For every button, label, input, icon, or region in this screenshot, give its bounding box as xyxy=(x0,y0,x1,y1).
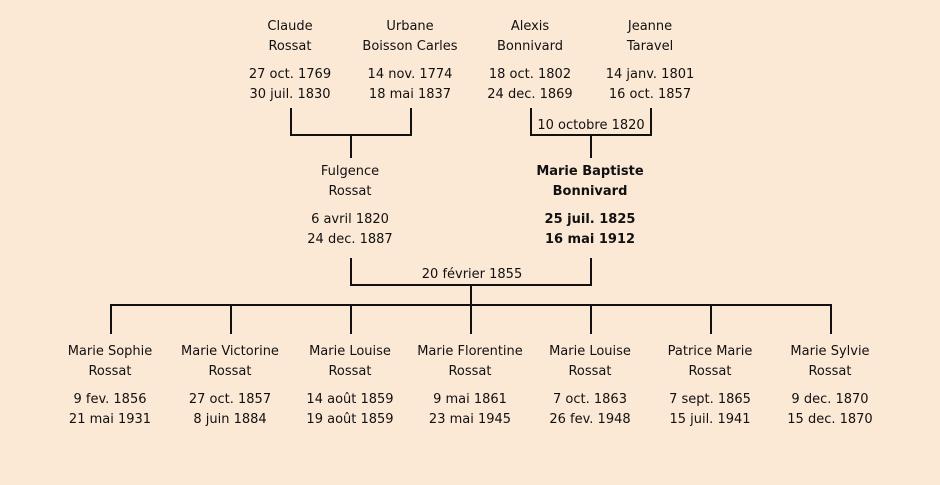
death-date: 23 mai 1945 xyxy=(428,412,512,427)
death-date: 15 juil. 1941 xyxy=(669,412,751,427)
person-card-marie-florentine-rossat[interactable] xyxy=(405,342,535,430)
first-name: Fulgence xyxy=(320,164,380,179)
first-name: Alexis xyxy=(510,19,550,34)
person-card-jeanne-taravel[interactable] xyxy=(585,17,715,105)
first-name: Marie Louise xyxy=(309,344,391,359)
death-date: 15 dec. 1870 xyxy=(787,412,873,427)
connector-line xyxy=(350,304,352,334)
birth-date: 9 mai 1861 xyxy=(433,392,507,407)
last-name: Rossat xyxy=(808,364,852,379)
death-date: 16 oct. 1857 xyxy=(608,87,692,102)
birth-date: 9 dec. 1870 xyxy=(791,392,869,407)
death-date: 21 mai 1931 xyxy=(68,412,152,427)
person-card-marie-sophie-rossat[interactable] xyxy=(45,342,175,430)
person-card-claude-rossat[interactable] xyxy=(225,17,355,105)
first-name: Marie Louise xyxy=(549,344,631,359)
death-date: 16 mai 1912 xyxy=(544,232,636,247)
connector-line xyxy=(590,258,592,286)
last-name: Rossat xyxy=(328,364,372,379)
person-card-marie-victorine-rossat[interactable] xyxy=(165,342,295,430)
person-card-marie-sylvie-rossat[interactable] xyxy=(765,342,895,430)
connector-line xyxy=(470,304,472,334)
last-name: Rossat xyxy=(328,184,372,199)
death-date: 18 mai 1837 xyxy=(368,87,452,102)
birth-date: 27 oct. 1857 xyxy=(188,392,272,407)
birth-date: 25 juil. 1825 xyxy=(544,212,636,227)
first-name: Marie Sylvie xyxy=(790,344,870,359)
last-name: Bonnivard xyxy=(497,39,563,54)
last-name: Rossat xyxy=(268,39,312,54)
birth-date: 14 janv. 1801 xyxy=(605,67,695,82)
last-name: Rossat xyxy=(208,364,252,379)
person-card-marie-louise-rossat-1863[interactable] xyxy=(525,342,655,430)
connector-line xyxy=(470,284,472,306)
birth-date: 18 oct. 1802 xyxy=(488,67,572,82)
connector-line xyxy=(590,134,592,158)
marriage-date-label: 10 octobre 1820 xyxy=(533,118,649,134)
person-card-marie-baptiste-bonnivard[interactable] xyxy=(525,162,655,250)
connector-line xyxy=(290,108,292,136)
last-name: Rossat xyxy=(568,364,612,379)
last-name: Taravel xyxy=(626,39,674,54)
connector-line xyxy=(650,108,652,136)
death-date: 8 juin 1884 xyxy=(193,412,267,427)
death-date: 19 août 1859 xyxy=(306,412,394,427)
first-name: Urbane xyxy=(386,19,434,34)
death-date: 30 juil. 1830 xyxy=(249,87,331,102)
connector-line xyxy=(530,108,532,136)
connector-line xyxy=(830,304,832,334)
person-card-marie-louise-rossat-1859[interactable] xyxy=(285,342,415,430)
last-name: Rossat xyxy=(448,364,492,379)
connector-line xyxy=(410,108,412,136)
connector-line xyxy=(110,304,112,334)
first-name: Claude xyxy=(267,19,313,34)
birth-date: 7 oct. 1863 xyxy=(553,392,627,407)
connector-line xyxy=(230,304,232,334)
connector-line xyxy=(710,304,712,334)
first-name: Marie Victorine xyxy=(181,344,279,359)
birth-date: 14 nov. 1774 xyxy=(367,67,453,82)
first-name: Marie Sophie xyxy=(67,344,153,359)
birth-date: 9 fev. 1856 xyxy=(73,392,147,407)
connector-line xyxy=(350,134,352,158)
death-date: 24 dec. 1887 xyxy=(307,232,393,247)
marriage-date-label: 20 février 1855 xyxy=(410,267,534,283)
birth-date: 27 oct. 1769 xyxy=(248,67,332,82)
last-name: Boisson Carles xyxy=(362,39,458,54)
birth-date: 14 août 1859 xyxy=(306,392,394,407)
person-card-fulgence-rossat[interactable] xyxy=(285,162,415,250)
last-name: Rossat xyxy=(88,364,132,379)
first-name: Marie Baptiste xyxy=(536,164,644,179)
connector-line xyxy=(590,304,592,334)
person-card-patrice-marie-rossat[interactable] xyxy=(645,342,775,430)
death-date: 24 dec. 1869 xyxy=(487,87,573,102)
person-card-urbane-boisson-carles[interactable] xyxy=(345,17,475,105)
first-name: Marie Florentine xyxy=(417,344,523,359)
last-name: Rossat xyxy=(688,364,732,379)
death-date: 26 fev. 1948 xyxy=(549,412,631,427)
last-name: Bonnivard xyxy=(552,184,628,199)
person-card-alexis-bonnivard[interactable] xyxy=(465,17,595,105)
first-name: Patrice Marie xyxy=(667,344,753,359)
birth-date: 7 sept. 1865 xyxy=(669,392,751,407)
connector-line xyxy=(350,258,352,286)
birth-date: 6 avril 1820 xyxy=(311,212,389,227)
first-name: Jeanne xyxy=(627,19,673,34)
